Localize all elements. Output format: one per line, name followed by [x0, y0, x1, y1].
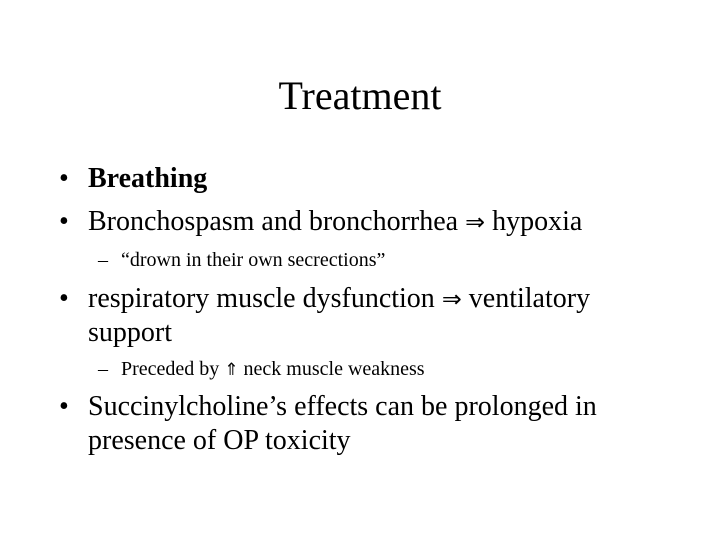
- sub-bullet-text: “drown in their own secrections”: [121, 249, 386, 271]
- bullet-text-pre: Bronchospasm and bronchorrhea: [88, 206, 466, 237]
- implies-arrow-icon: ⇒: [465, 208, 486, 236]
- slide-title: Treatment: [278, 73, 442, 118]
- sub-bullet-preceded: [98, 356, 678, 383]
- bullet-text: Succinylcholine’s effects can be prolonged in presence of OP toxicity: [88, 391, 597, 456]
- sub-bullet-text: [121, 356, 678, 383]
- sub-bullet-marker: –: [98, 358, 108, 380]
- sub-bullet-drown: [98, 247, 678, 273]
- up-arrow-icon: ⇑: [224, 360, 239, 380]
- sub-bullet-marker: –: [98, 249, 108, 271]
- implies-arrow-icon: ⇒: [441, 285, 462, 313]
- bullet-text: Breathing: [88, 163, 208, 194]
- sub-bullet-text-pre: Preceded by: [121, 358, 225, 380]
- bullet-bronchospasm: [59, 205, 659, 239]
- sub-bullet-text-post: neck muscle weakness: [238, 358, 425, 380]
- bullet-respiratory: [59, 282, 659, 350]
- bullet-text: [88, 205, 659, 239]
- bullet-text-post: ventilatory support: [88, 283, 591, 348]
- bullet-marker: •: [59, 391, 69, 422]
- bullet-marker: •: [59, 283, 69, 314]
- bullet-marker: •: [59, 206, 69, 237]
- bullet-succinylcholine: [59, 390, 659, 458]
- bullet-text: [88, 282, 659, 350]
- bullet-text-post: hypoxia: [485, 206, 583, 237]
- bullet-text-pre: respiratory muscle dysfunction: [88, 283, 442, 314]
- bullet-marker: •: [59, 163, 69, 194]
- bullet-breathing: [59, 162, 659, 196]
